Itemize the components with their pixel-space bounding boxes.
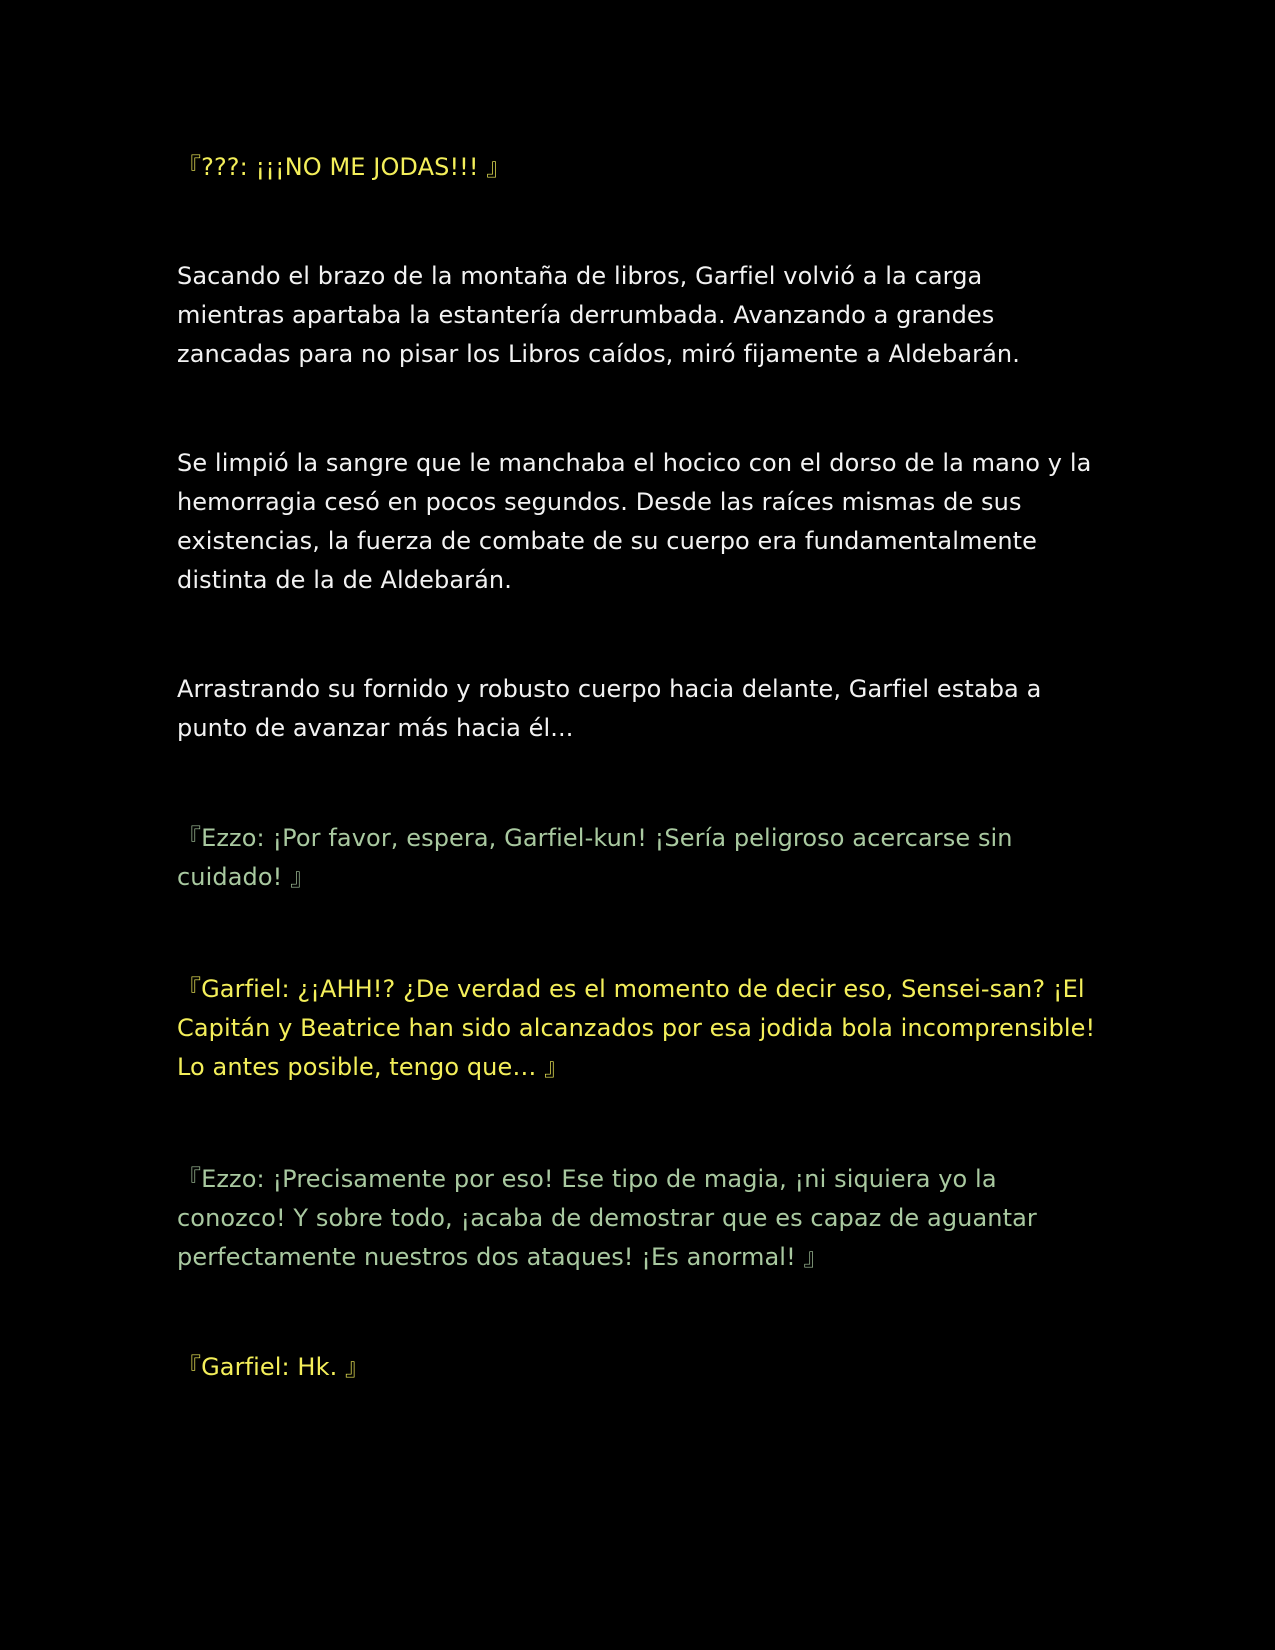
- document-page: [177, 148, 1097, 1387]
- dialogue-ezzo-1: 『Ezzo: ¡Por favor, espera, Garfiel-kun! ¡Sería peligroso acercarse sin cuidado! 』: [177, 824, 1013, 891]
- dialogue-garfiel-1: 『Garfiel: ¿¡AHH!? ¿De verdad es el momento de decir eso, Sensei-san? ¡El Capitán y Beatrice han sido alcanzados por esa jodida bola incomprensible! Lo antes posible, tengo que… 』: [177, 975, 1096, 1081]
- dialogue-unknown-speaker: 『???: ¡¡¡NO ME JODAS!!! 』: [177, 153, 511, 181]
- narration-paragraph-2: Se limpió la sangre que le manchaba el hocico con el dorso de la mano y la hemorragia cesó en pocos segundos. Desde las raíces mismas de sus existencias, la fuerza de combate de su cuerpo era fundamentalmente distinta de la de Aldebarán.: [177, 449, 1092, 594]
- narration-paragraph-3: Arrastrando su fornido y robusto cuerpo hacia delante, Garfiel estaba a punto de avanzar más hacia él...: [177, 675, 1042, 742]
- dialogue-garfiel-2: 『Garfiel: Hk. 』: [177, 1353, 370, 1381]
- dialogue-ezzo-2: 『Ezzo: ¡Precisamente por eso! Ese tipo de magia, ¡ni siquiera yo la conozco! Y sobre todo, ¡acaba de demostrar que es capaz de aguantar perfectamente nuestros dos ataques! ¡Es anormal! 』: [177, 1165, 1037, 1271]
- narration-paragraph-1: Sacando el brazo de la montaña de libros, Garfiel volvió a la carga mientras apartaba la estantería derrumbada. Avanzando a grandes zancadas para no pisar los Libros caídos, miró fijamente a Aldebarán.: [177, 262, 1020, 368]
